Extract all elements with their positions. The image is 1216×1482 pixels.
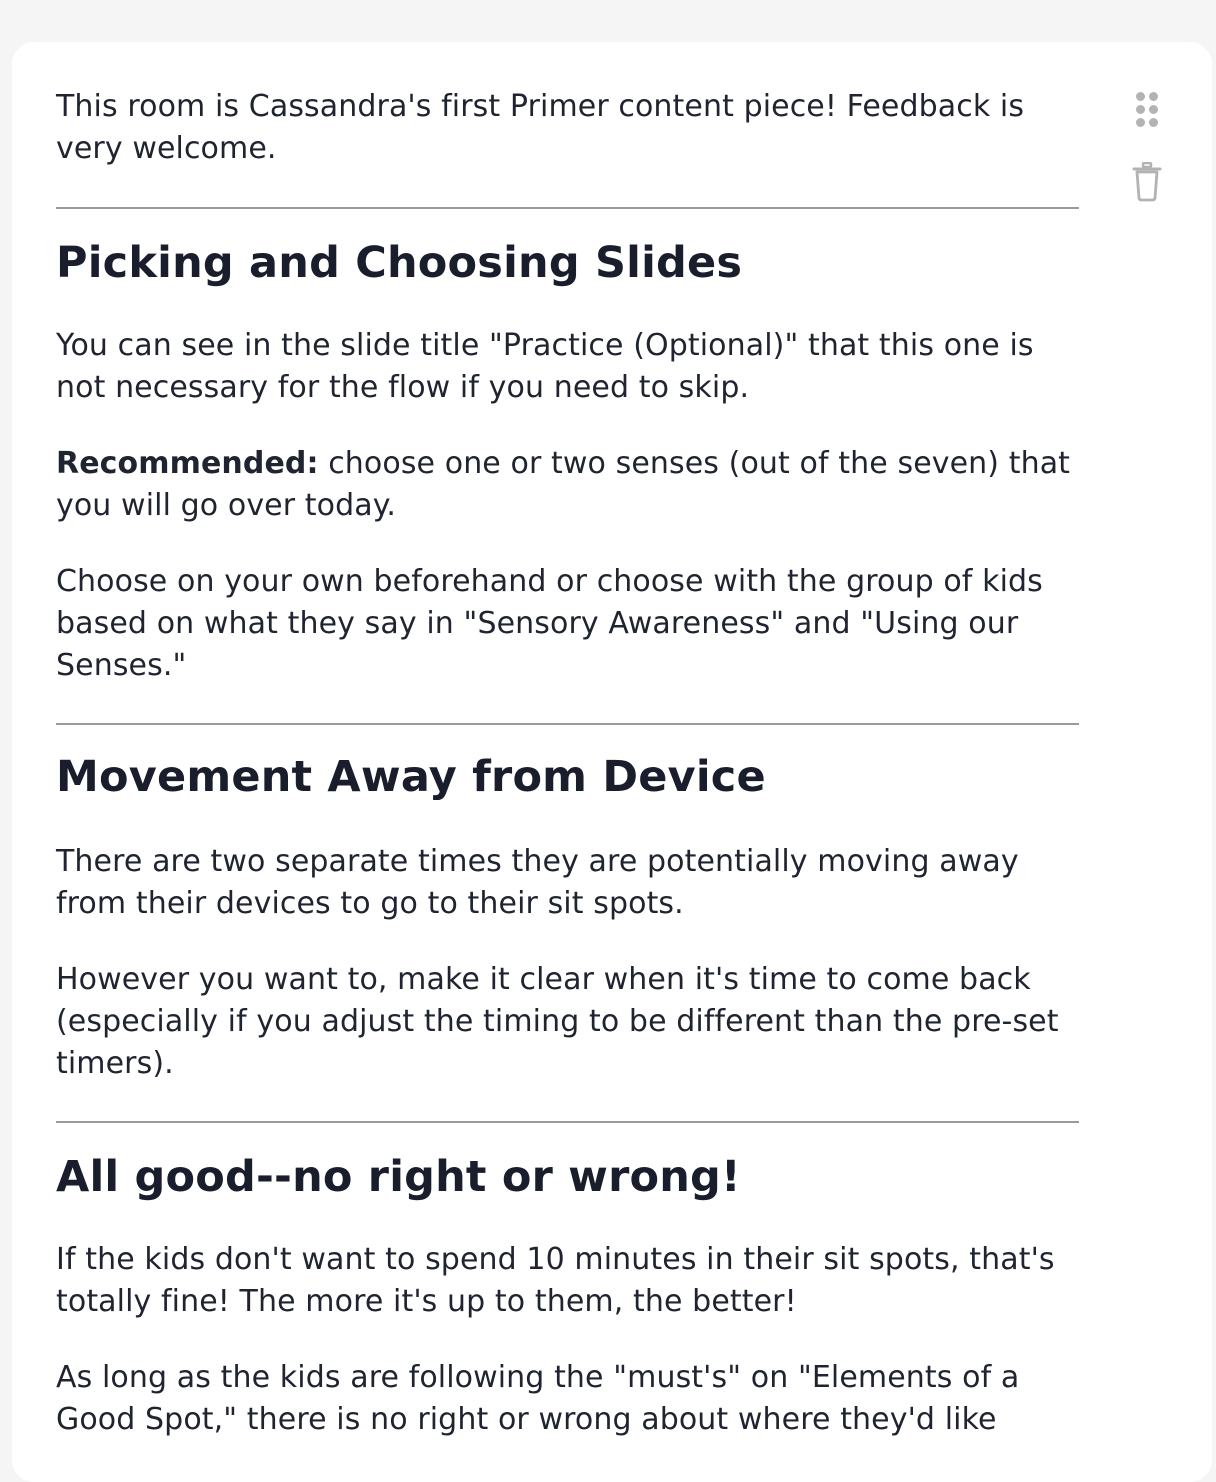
section-heading: Movement Away from Device	[56, 752, 766, 802]
section-divider	[56, 207, 1079, 209]
section-no-right-or-wrong	[56, 1149, 1080, 1441]
section-divider	[56, 1121, 1079, 1123]
paragraph: As long as the kids are following the "must's" on "Elements of a Good Spot," there is no right or wrong about where they'd like	[56, 1360, 1020, 1437]
paragraph: There are two separate times they are potentially moving away from their devices to go to their sit spots.	[56, 844, 1019, 921]
drag-handle-icon[interactable]	[1136, 92, 1160, 128]
rich-text-content[interactable]	[56, 86, 1080, 1441]
content-card	[12, 42, 1212, 1482]
paragraph: You can see in the slide title "Practice (Optional)" that this one is not necessary for the flow if you need to skip.	[56, 328, 1034, 405]
paragraph: Choose on your own beforehand or choose with the group of kids based on what they say in "Sensory Awareness" and "Using our Senses."	[56, 564, 1043, 683]
intro-paragraph: This room is Cassandra's first Primer content piece! Feedback is very welcome.	[56, 89, 1025, 166]
recommended-paragraph	[56, 443, 1080, 527]
paragraph: However you want to, make it clear when it's time to come back (especially if you adjust the timing to be different than the pre-set timers).	[56, 962, 1059, 1081]
recommended-label: Recommended:	[56, 446, 319, 481]
paragraph: If the kids don't want to spend 10 minutes in their sit spots, that's totally fine! The more it's up to them, the better!	[56, 1242, 1055, 1319]
trash-icon[interactable]	[1132, 162, 1162, 202]
section-movement-away	[56, 749, 1080, 1085]
recommended-text: choose one or two senses (out of the seven) that you will go over today.	[56, 446, 1071, 523]
section-heading: Picking and Choosing Slides	[56, 238, 743, 288]
section-divider	[56, 723, 1079, 725]
section-heading: All good--no right or wrong!	[56, 1152, 741, 1202]
section-picking-slides	[56, 235, 1080, 687]
